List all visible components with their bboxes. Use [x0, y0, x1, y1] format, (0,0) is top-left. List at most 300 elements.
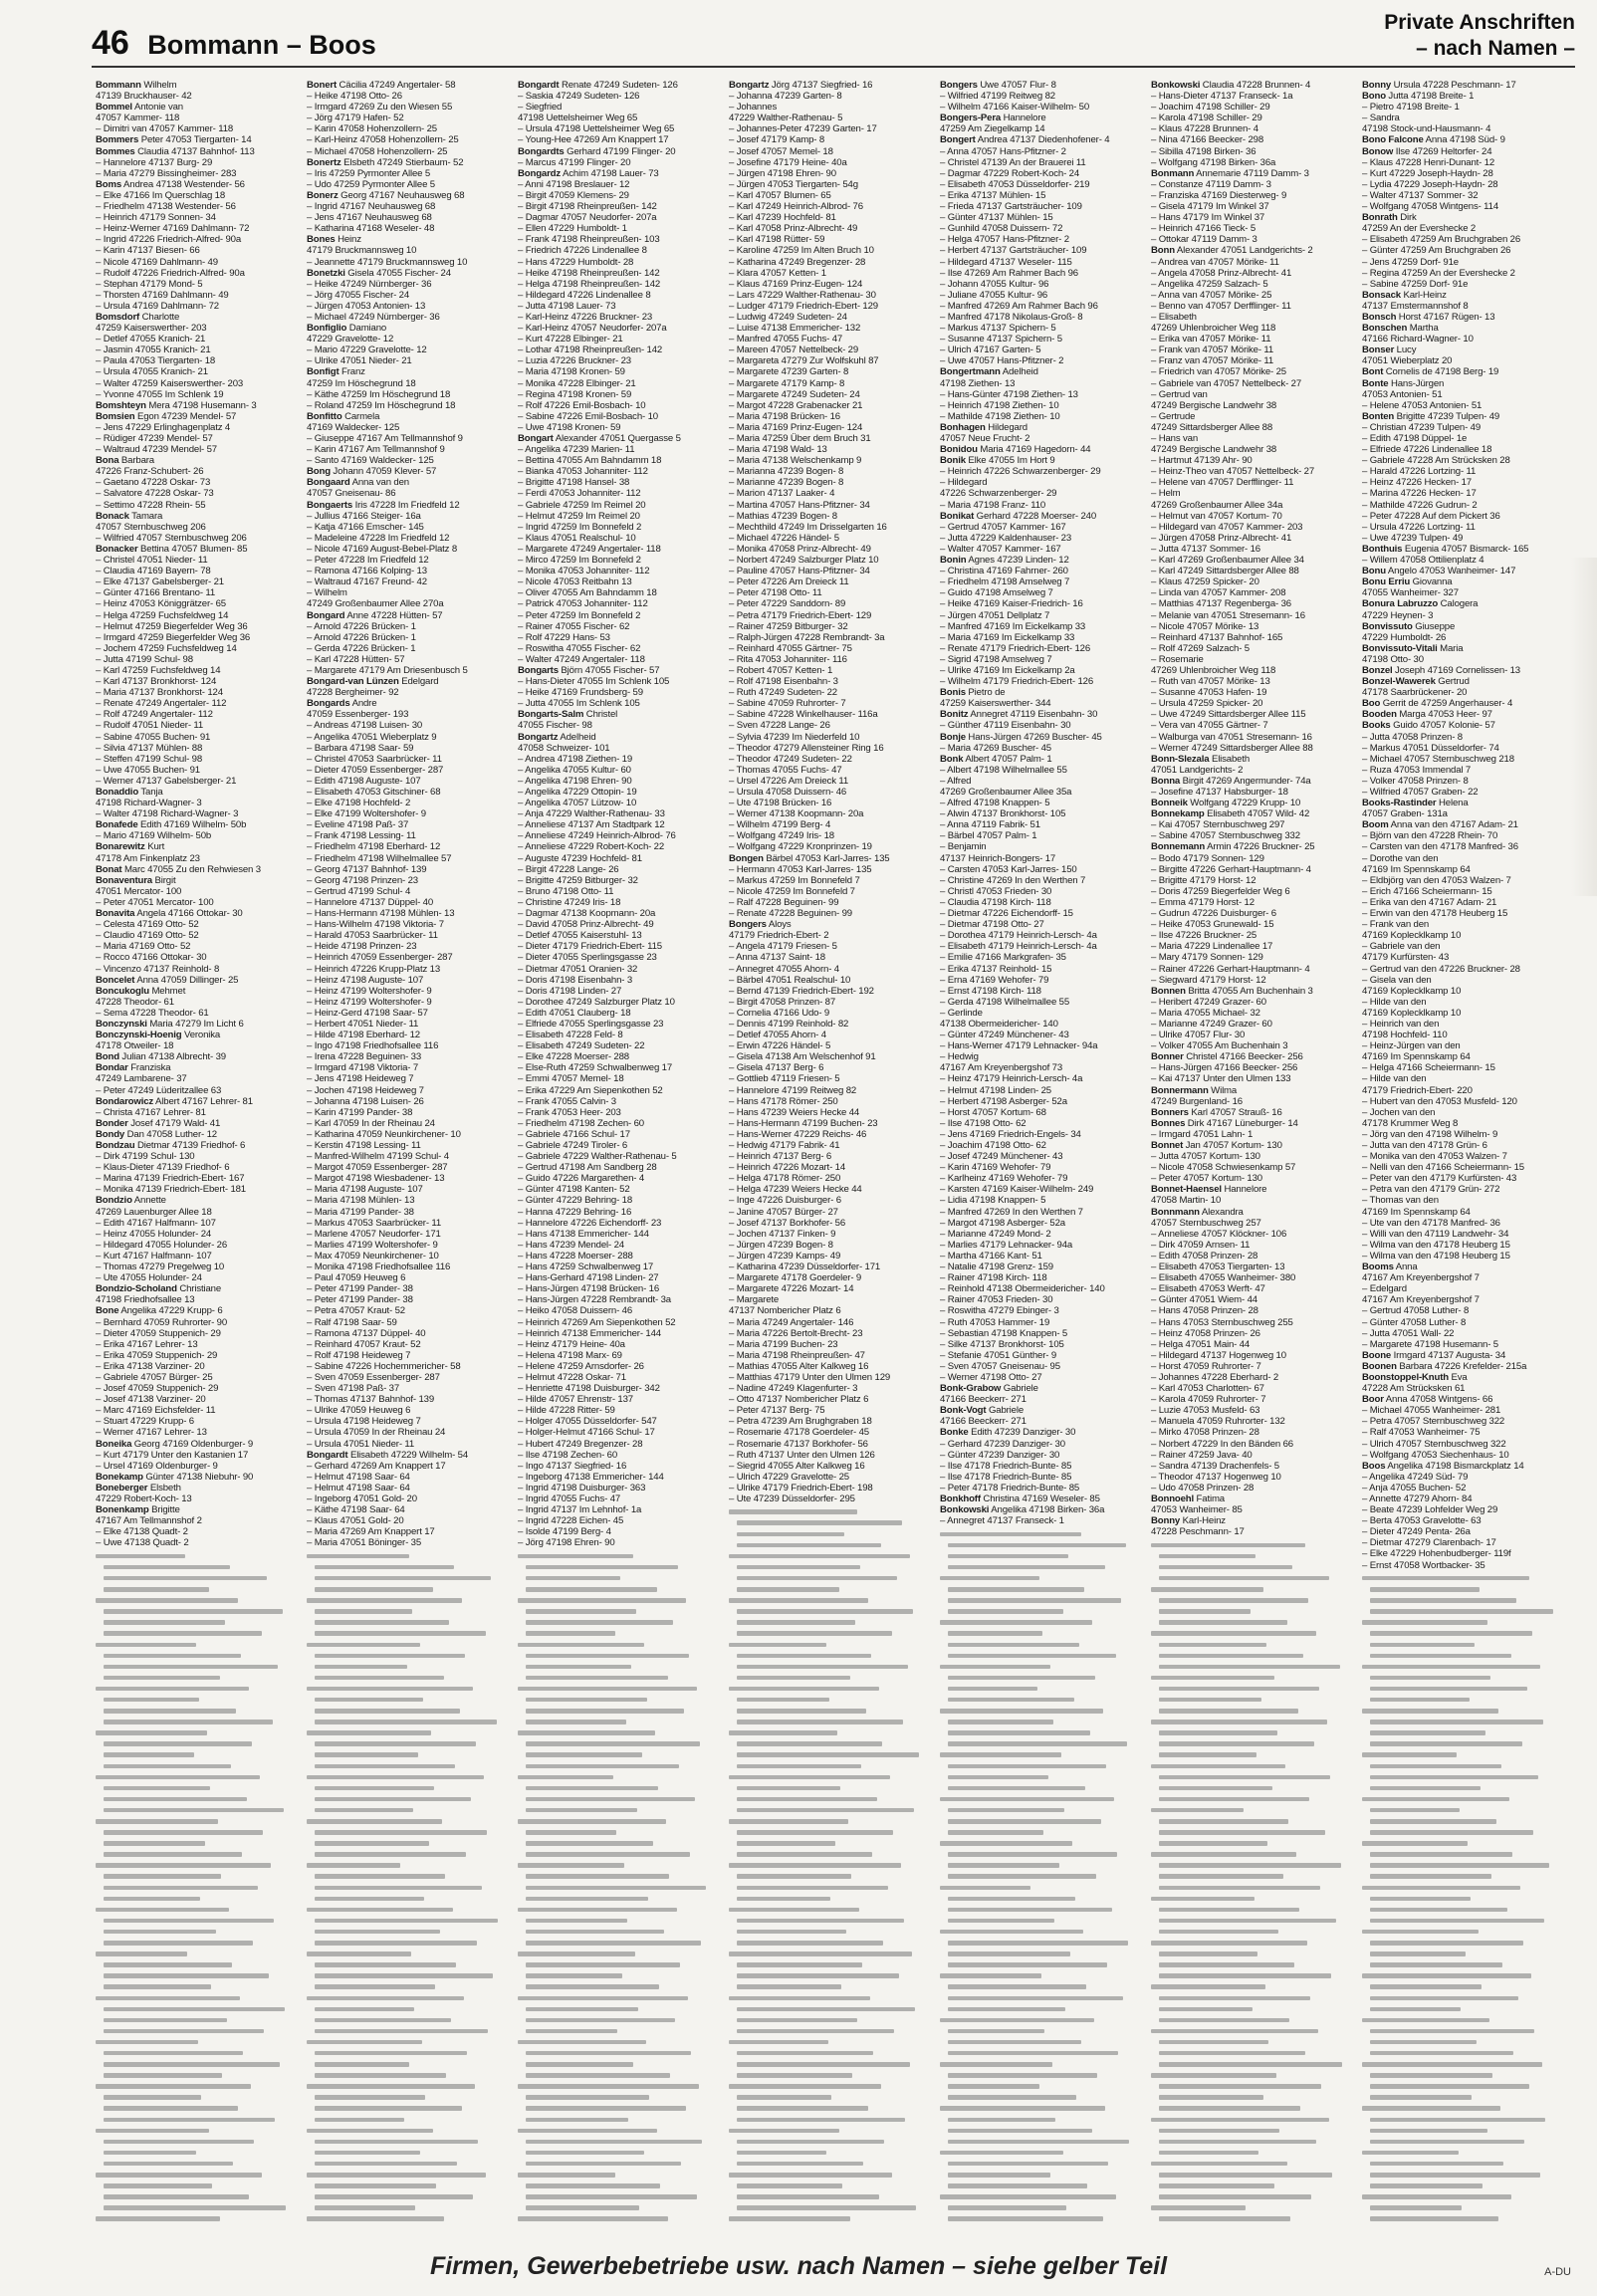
- listing-entry: [307, 422, 502, 433]
- listing-entry: [940, 1140, 1135, 1151]
- listing-entry: [940, 157, 1135, 168]
- entry-details: – Angelika 47051 Wieberplatz 9: [307, 731, 437, 743]
- listing-entry-surname: [518, 732, 713, 743]
- listing-entry: [518, 1394, 713, 1405]
- listing-entry: [518, 344, 713, 355]
- entry-details: – Frank van den: [1362, 919, 1430, 931]
- listing-entry: [1151, 1339, 1346, 1350]
- entry-details: – Friedhelm 47198 Zechen- 60: [518, 1117, 644, 1129]
- listing-entry: [1362, 610, 1557, 621]
- entry-details: – Helmut 47259 Biegerfelder Weg 36: [96, 620, 248, 632]
- entry-details: – Auguste 47239 Hochfeld- 81: [518, 852, 642, 864]
- listing-entry: [729, 113, 924, 123]
- listing-entry: [1362, 632, 1557, 643]
- entry-details: – Jens 47259 Dorf- 91e: [1362, 256, 1459, 268]
- listing-entry-surname: [1151, 168, 1346, 179]
- listing-entry: [1362, 1195, 1557, 1206]
- entry-details: – Irmgard 47051 Lahn- 1: [1151, 1128, 1254, 1140]
- entry-details: – Gisela 47137 Berg- 6: [729, 1062, 824, 1074]
- entry-details: – Johann 47055 Kultur- 96: [940, 278, 1049, 290]
- entry-details: Alexander 47051 Landgerichts- 2: [1174, 245, 1313, 257]
- entry-details: – Santo 47169 Waldecker- 125: [307, 455, 434, 467]
- listing-entry: [940, 1294, 1135, 1305]
- listing-entry: [1362, 853, 1557, 864]
- entry-details: – Ursula 47259 Spicker- 20: [1151, 698, 1263, 710]
- entry-details: – Thomas 47055 Fuchs- 47: [729, 764, 842, 776]
- listing-entry: [1151, 676, 1346, 687]
- entry-details: – Karlheinz 47169 Wehofer- 79: [940, 1173, 1068, 1185]
- listing-entry: [96, 1040, 291, 1051]
- listing-entry-surname: [1151, 1140, 1346, 1151]
- listing-entry: [518, 598, 713, 609]
- listing-entry: [1362, 555, 1557, 566]
- surname: Bonnoehl: [1151, 1493, 1195, 1504]
- listing-entry: [940, 720, 1135, 731]
- entry-details: – Dietmar 47198 Otto- 27: [940, 919, 1044, 931]
- listing-entry: [1362, 1140, 1557, 1151]
- listing-entry: [518, 533, 713, 544]
- listing-entry: [1362, 975, 1557, 986]
- surname: Bonitz: [940, 709, 969, 721]
- listing-entry: [940, 1107, 1135, 1118]
- listing-entry: [729, 1394, 924, 1405]
- entry-details: – Michael 47055 Wanheimer- 281: [1362, 1405, 1501, 1417]
- entry-details: – Luzia 47226 Bruckner- 23: [518, 355, 631, 367]
- listing-entry: [940, 1483, 1135, 1493]
- listing-entry: [940, 743, 1135, 754]
- entry-details: 47055 Wanheimer- 327: [1362, 587, 1459, 599]
- listing-entry: [729, 1207, 924, 1218]
- listing-entry: [1151, 223, 1346, 234]
- entry-details: – Margarete 47239 Garten- 8: [729, 366, 849, 378]
- listing-entry: [96, 776, 291, 787]
- entry-details: – Elke 47228 Moerser- 288: [518, 1051, 629, 1063]
- listing-entry: [96, 1372, 291, 1383]
- entry-details: – Heinrich 47269 Am Siepenkothen 52: [518, 1316, 676, 1328]
- entry-details: – Monika 47228 Elbinger- 21: [518, 377, 636, 389]
- listing-entry: [1151, 587, 1346, 598]
- entry-details: – Günter 47259 Am Bruchgraben 26: [1362, 245, 1511, 257]
- listing-entry: [729, 941, 924, 952]
- entry-details: – Barbara 47198 Saar- 59: [307, 742, 414, 754]
- entry-details: – Jutta 47198 Lauer- 73: [518, 300, 616, 312]
- listing-entry: [1362, 654, 1557, 665]
- surname: Bonner: [1151, 1051, 1184, 1063]
- listing-entry: [940, 819, 1135, 830]
- listing-entry: [940, 400, 1135, 411]
- listing-entry: [729, 223, 924, 234]
- surname: Bommann: [96, 80, 141, 91]
- listing-entry: [940, 279, 1135, 290]
- entry-details: 47198 Friedhofsallee 13: [96, 1294, 195, 1306]
- listing-entry: [940, 312, 1135, 323]
- listing-entry: [1151, 886, 1346, 897]
- entry-details: Gisela 47055 Fischer- 24: [344, 267, 451, 279]
- entry-details: Heinz: [335, 234, 361, 246]
- listing-entry: [96, 290, 291, 301]
- listing-entry: [518, 676, 713, 687]
- entry-details: Agnes 47239 Linden- 12: [966, 555, 1069, 567]
- surname: Bonk: [940, 753, 964, 765]
- listing-entry-surname: [940, 687, 1135, 698]
- listing-entry: [518, 1439, 713, 1450]
- listing-entry: [518, 488, 713, 499]
- listing-entry: [307, 853, 502, 864]
- listing-entry: [729, 1229, 924, 1240]
- surname: Boncukoglu: [96, 985, 149, 997]
- entry-details: Brigitte: [148, 1504, 180, 1516]
- listing-entry: [96, 1383, 291, 1394]
- entry-details: – Horst 47059 Ruhrorter- 7: [1151, 1360, 1261, 1372]
- listing-entry-surname: [96, 841, 291, 852]
- listing-entry: [96, 676, 291, 687]
- entry-details: – Regina 47259 An der Eversheckе 2: [1362, 267, 1515, 279]
- listing-entry: [307, 444, 502, 455]
- listing-entry: [1151, 334, 1346, 344]
- entry-details: – Ingrid 47167 Neuhausweg 68: [307, 201, 436, 213]
- listing-entry-surname: [940, 113, 1135, 123]
- listing-entry: [518, 123, 713, 134]
- entry-details: Marc 47055 Zu den Rehwiesen 3: [121, 863, 261, 875]
- entry-details: – Walter 47198 Richard-Wagner- 3: [96, 808, 239, 820]
- listing-entry: [940, 1019, 1135, 1030]
- entry-details: – Madeleine 47228 Im Friedfeld 12: [307, 532, 450, 544]
- entry-details: Albert 47057 Palm- 1: [963, 753, 1052, 765]
- listing-entry-surname: [518, 433, 713, 444]
- listing-entry-surname: [1362, 643, 1557, 654]
- listing-entry: [1151, 1450, 1346, 1461]
- entry-details: Joseph 47169 Cornelissen- 13: [1392, 664, 1520, 676]
- listing-entry: [940, 1218, 1135, 1229]
- listing-entry: [307, 1537, 502, 1548]
- entry-details: – Jochem 47259 Fuchsfeldweg 14: [96, 642, 237, 654]
- entry-details: Andrea 47138 Westender- 56: [121, 178, 245, 190]
- listing-entry: [729, 908, 924, 919]
- surname: Bono: [1362, 91, 1386, 103]
- listing-entry: [307, 654, 502, 665]
- entry-details: – Rocco 47166 Ottokar- 30: [96, 952, 207, 964]
- entry-details: 47051 Landgerichts- 2: [1151, 764, 1244, 776]
- entry-details: – Hildegard: [940, 477, 988, 489]
- entry-details: – Maria 47198 Franz- 110: [940, 499, 1046, 511]
- listing-entry: [307, 1019, 502, 1030]
- entry-details: Anna van den: [349, 477, 409, 489]
- listing-entry: [729, 864, 924, 875]
- entry-details: – Karl-Heinz 47057 Neudorfer- 207a: [518, 323, 667, 335]
- listing-entry: [940, 1372, 1135, 1383]
- entry-details: – Manfred 47178 Nikolaus-Groß- 8: [940, 311, 1083, 323]
- entry-details: – Ursula 47059 In der Rheinau 24: [307, 1427, 446, 1439]
- entry-details: Alexandra: [1199, 1206, 1244, 1218]
- listing-entry: [518, 323, 713, 334]
- listing-entry: [1362, 1405, 1557, 1416]
- surname: Bonners: [1151, 1106, 1189, 1118]
- listing-entry: [307, 566, 502, 576]
- listing-entry-surname: [940, 134, 1135, 145]
- entry-details: – Jürgen 47198 Ehren- 90: [729, 167, 836, 179]
- listing-entry: [1151, 632, 1346, 643]
- listing-entry: [518, 245, 713, 256]
- entry-details: – Theodor 47249 Sudeten- 22: [729, 753, 852, 765]
- listing-entry: [729, 632, 924, 643]
- listing-entry: [307, 113, 502, 123]
- entry-details: – Ingrid 47198 Duisburger- 363: [518, 1482, 646, 1493]
- listing-entry: [729, 290, 924, 301]
- listing-entry: [940, 1283, 1135, 1294]
- entry-details: – Guido 47226 Margarethen- 4: [518, 1173, 645, 1185]
- listing-entry: [96, 500, 291, 511]
- listing-entry: [940, 941, 1135, 952]
- entry-details: Antonie van: [131, 102, 183, 114]
- listing-entry: [1362, 1051, 1557, 1062]
- surname: Bonnemann: [1151, 841, 1206, 853]
- surname: Bona: [96, 455, 119, 467]
- entry-details: 47058 Martin- 10: [1151, 1195, 1222, 1207]
- listing-entry: [518, 787, 713, 798]
- entry-details: – Anneliese 47249 Heinrich-Albrod- 76: [518, 830, 676, 842]
- listing-entry: [518, 544, 713, 555]
- entry-details: – Margot 47198 Wiesbadener- 13: [307, 1173, 445, 1185]
- listing-entry-surname: [1362, 566, 1557, 576]
- entry-details: – Nadine 47249 Klagenfurter- 3: [729, 1383, 858, 1395]
- entry-details: Alexander 47051 Quergasse 5: [553, 433, 681, 444]
- surname: Bongardts: [518, 145, 565, 157]
- entry-details: – Sven 47228 Lange- 26: [729, 720, 830, 732]
- listing-entry: [96, 1450, 291, 1461]
- entry-details: Anna 47058 Wintgens- 66: [1383, 1394, 1493, 1406]
- entry-details: – Bianka 47053 Johanniter- 112: [518, 466, 648, 478]
- listing-entry: [518, 389, 713, 400]
- surname: Bommes: [96, 145, 135, 157]
- listing-entry-surname: [96, 1030, 291, 1040]
- surname: Bonavita: [96, 908, 135, 920]
- entry-details: – Jörg 47198 Ehren- 90: [518, 1537, 615, 1549]
- listing-entry: [518, 234, 713, 245]
- listing-entry: [729, 1173, 924, 1184]
- surname: Bonny: [1151, 1515, 1181, 1527]
- entry-details: – Margarete 47198 Husemann- 5: [1362, 1338, 1498, 1350]
- entry-details: – Vincenzo 47137 Reinhold- 8: [96, 963, 220, 975]
- listing-entry: [518, 610, 713, 621]
- listing-entry: [518, 830, 713, 841]
- listing-entry: [940, 610, 1135, 621]
- entry-details: 47198 Hochfeld- 110: [1362, 1030, 1448, 1041]
- listing-entry: [1151, 1405, 1346, 1416]
- entry-details: 47228 Theodor- 61: [96, 996, 174, 1008]
- listing-entry: [1362, 279, 1557, 290]
- surname: Bonczynski-Hoenig: [96, 1030, 182, 1041]
- listing-entry: [729, 1184, 924, 1195]
- entry-details: – Jochen 47137 Finken- 9: [729, 1228, 836, 1240]
- entry-details: Edelgard: [398, 676, 439, 688]
- surname: Bonacker: [96, 543, 138, 555]
- listing-entry: [729, 355, 924, 366]
- entry-details: – Michael 47057 Sternbuschweg 218: [1362, 753, 1514, 765]
- entry-details: Hans-Jürgen 47269 Buscher- 45: [965, 731, 1102, 743]
- surname: Boone: [1362, 1349, 1392, 1361]
- listing-entry: [1362, 930, 1557, 941]
- entry-details: – Gisela van den: [1362, 974, 1432, 986]
- entry-details: – Franziska 47169 Diesterweg- 9: [1151, 189, 1287, 201]
- listing-entry: [940, 886, 1135, 897]
- listing-entry: [729, 598, 924, 609]
- listing-entry: [307, 1439, 502, 1450]
- listing-entry: [307, 212, 502, 223]
- listing-entry: [307, 975, 502, 986]
- listing-entry: [96, 610, 291, 621]
- entry-details: Egon 47239 Mendel- 57: [134, 410, 237, 422]
- listing-entry: [940, 378, 1135, 389]
- listing-entry: [518, 113, 713, 123]
- entry-details: – Peter 47199 Pander- 38: [307, 1294, 413, 1306]
- entry-details: – Ruth 47053 Hammer- 19: [940, 1316, 1050, 1328]
- listing-entry: [96, 643, 291, 654]
- listing-entry: [940, 830, 1135, 841]
- listing-entry: [729, 610, 924, 621]
- entry-details: – Elke 47199 Woltershofer- 9: [307, 808, 426, 820]
- surname: Bonetzki: [307, 267, 345, 279]
- listing-entry: [518, 1218, 713, 1229]
- entry-details: – Alwin 47137 Bronkhorst- 105: [940, 808, 1066, 820]
- entry-details: – Maria 47198 Wald- 13: [729, 444, 827, 456]
- listing-entry: [729, 720, 924, 731]
- entry-details: – Gabriele 47259 Im Reimel 20: [518, 499, 646, 511]
- entry-details: – Ursel 47169 Oldenburger- 9: [96, 1460, 218, 1472]
- entry-details: Marga 47053 Heer- 97: [1396, 709, 1492, 721]
- listing-entry: [1362, 952, 1557, 963]
- entry-details: – Marlies 47199 Woltershofer- 9: [307, 1239, 438, 1251]
- entry-details: – Jochen 47198 Heideweg 7: [307, 1084, 424, 1096]
- listing-entry: [1151, 1294, 1346, 1305]
- entry-details: Anna 47198 Süd- 9: [1423, 134, 1505, 146]
- entry-details: – Markus 47137 Spichern- 5: [940, 323, 1056, 335]
- listing-entry: [729, 841, 924, 852]
- listing-entry: [729, 1427, 924, 1438]
- entry-details: Fatima: [1194, 1493, 1225, 1504]
- entry-details: – Hans-Werner 47229 Reichs- 46: [729, 1128, 867, 1140]
- listing-entry-surname: [96, 787, 291, 798]
- listing-entry: [940, 853, 1135, 864]
- listing-entry: [729, 1008, 924, 1019]
- listing-entry-surname: [1151, 1184, 1346, 1195]
- listing-entry: [1151, 1483, 1346, 1493]
- listing-entry: [1362, 1129, 1557, 1140]
- entry-details: – Nelli van den 47166 Scheiermann- 15: [1362, 1162, 1524, 1174]
- entry-details: – Günter 47198 Kanten- 52: [518, 1184, 630, 1196]
- listing-entry: [729, 1339, 924, 1350]
- listing-entry: [1362, 201, 1557, 212]
- listing-entry: [1362, 1218, 1557, 1229]
- entry-details: – Elke 47138 Quadt- 2: [96, 1526, 188, 1538]
- entry-details: – Gertrude: [1151, 410, 1196, 422]
- entry-details: – Dennis 47199 Reinhold- 82: [729, 1018, 849, 1030]
- listing-entry: [1362, 245, 1557, 256]
- entry-details: – Wilhelm: [307, 587, 347, 599]
- surname: Bongarts-Salm: [518, 709, 584, 721]
- listing-entry: [940, 765, 1135, 776]
- entry-details: – Josef 47057 Memel- 18: [729, 145, 833, 157]
- listing-entry: [940, 1450, 1135, 1461]
- listing-entry: [729, 1450, 924, 1461]
- entry-details: – Sven 47059 Essenberger- 287: [307, 1371, 440, 1383]
- entry-details: Julian 47138 Albrecht- 39: [118, 1051, 226, 1063]
- entry-details: – Sema 47228 Theodor- 61: [96, 1007, 209, 1019]
- entry-details: Wilhelm: [140, 80, 177, 91]
- listing-entry: [940, 643, 1135, 654]
- entry-details: – Wilfried 47199 Reitweg 82: [940, 91, 1055, 103]
- listing-entry: [96, 1394, 291, 1405]
- listing-entry: [940, 1461, 1135, 1472]
- entry-details: – Constanze 47119 Damm- 3: [1151, 178, 1271, 190]
- entry-details: – Wilhelm 47179 Friedrich-Ebert- 126: [940, 676, 1094, 688]
- entry-details: – Josef 47179 Kamp- 8: [729, 134, 825, 146]
- entry-details: Cornelis de 47198 Berg- 19: [1383, 366, 1499, 378]
- listing-entry: [729, 201, 924, 212]
- entry-details: 47057 Sternbuschweg 257: [1151, 1217, 1261, 1229]
- listing-entry: [307, 1218, 502, 1229]
- listing-entry: [729, 378, 924, 389]
- entry-details: 47167 Am Kreyenbergshof 73: [940, 1062, 1063, 1074]
- listing-entry-surname: [307, 268, 502, 279]
- listing-entry: [96, 1184, 291, 1195]
- listing-entry: [518, 743, 713, 754]
- listing-entry: [1151, 1195, 1346, 1206]
- continued-print-texture: [1362, 1573, 1557, 2225]
- entry-details: – Johannes 47228 Eberhard- 2: [1151, 1371, 1279, 1383]
- listing-column-2: [307, 80, 502, 2230]
- listing-entry: [729, 587, 924, 598]
- listing-entry: [518, 819, 713, 830]
- listing-entry: [518, 698, 713, 709]
- listing-entry-surname: [96, 1483, 291, 1493]
- listing-entry: [307, 301, 502, 312]
- entry-details: – Dirk 47199 Schul- 130: [96, 1151, 195, 1163]
- entry-details: – Irena 47228 Beguinen- 33: [307, 1051, 422, 1063]
- listing-entry-surname: [307, 80, 502, 91]
- listing-entry: [96, 1493, 291, 1504]
- entry-details: – Klaus 47228 Henri-Dunant- 12: [1362, 156, 1495, 168]
- entry-details: – Frank 47055 Calvin- 3: [518, 1095, 616, 1107]
- listing-entry: [96, 212, 291, 223]
- listing-entry: [1362, 511, 1557, 522]
- surname: Boneberger: [96, 1482, 148, 1493]
- listing-entry-surname: [96, 134, 291, 145]
- listing-entry: [518, 1062, 713, 1073]
- entry-details: – Ilse 47198 Otto- 62: [940, 1117, 1027, 1129]
- listing-entry-surname: [1362, 576, 1557, 587]
- entry-details: 47198 Ziethen- 13: [940, 377, 1016, 389]
- entry-details: 47179 Friedrich-Ebert- 220: [1362, 1084, 1473, 1096]
- listing-entry: [1151, 1262, 1346, 1272]
- listing-entry: [518, 1195, 713, 1206]
- listing-entry-surname: [96, 80, 291, 91]
- listing-entry: [518, 1019, 713, 1030]
- listing-entry: [1151, 576, 1346, 587]
- entry-details: – Dieter 47059 Essenberger- 287: [307, 764, 444, 776]
- entry-details: – Heinz 47199 Woltershofer- 9: [307, 985, 432, 997]
- listing-entry: [1151, 102, 1346, 113]
- surname: Bonaddio: [96, 787, 139, 798]
- listing-entry: [729, 1483, 924, 1493]
- entry-details: – Ute 47198 Brücken- 16: [729, 798, 832, 809]
- entry-details: 47137 Emstermannshof 8: [1362, 300, 1469, 312]
- listing-entry: [1362, 587, 1557, 598]
- entry-details: Ursula 47228 Peschmann- 17: [1391, 80, 1516, 91]
- listing-entry: [518, 1040, 713, 1051]
- listing-entry: [96, 190, 291, 201]
- listing-entry: [1151, 1129, 1346, 1140]
- entry-details: – Ursel 47226 Am Dreieck 11: [729, 775, 849, 787]
